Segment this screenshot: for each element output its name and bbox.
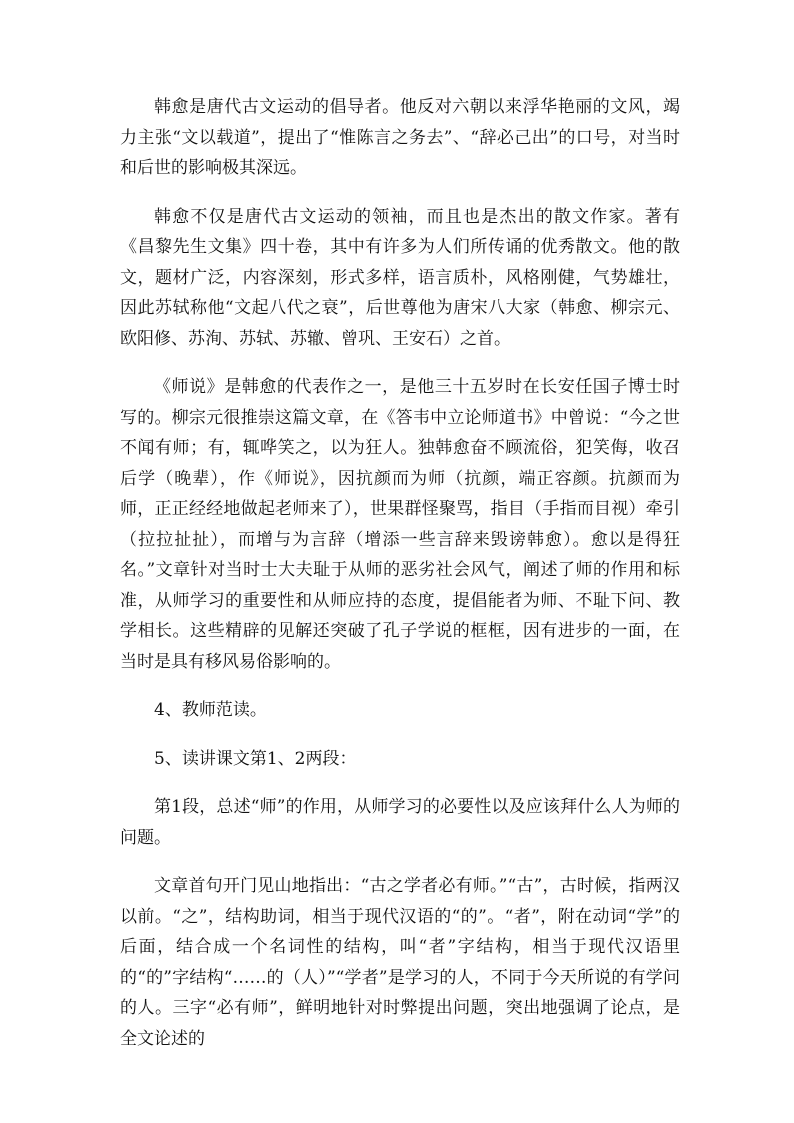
- paragraph-shishuo-background: 《师说》是韩愈的代表作之一，是他三十五岁时在长安任国子博士时写的。柳宗元很推崇这篇文章，在《答韦中立论师道书》中曾说：“今之世不闻有师；有，辄哗笑之，以为狂人。独韩愈奋不顾流俗，犯笑侮，收召后学（晚辈），作《师说》，因抗颜而为师（抗颜，端正容颜。抗颜而为师，正正经经地做起老师来了），世果群怪聚骂，指目（手指而目视）牵引（拉拉扯扯），而增与为言辞（增添一些言辞来毁谤韩愈）。愈以是得狂名。”文章针对当时士大夫耻于从师的恶劣社会风气，阐述了师的作用和标准，从师学习的重要性和从师应持的态度，提倡能者为师、不耻下问、教学相长。这些精辟的见解还突破了孔子学说的框框，因有进步的一面，在当时是具有移风易俗影响的。: [120, 377, 680, 672]
- document-body: [120, 92, 680, 1072]
- paragraph-hanyu-prose-writer: 韩愈不仅是唐代古文运动的领袖，而且也是杰出的散文作家。著有《昌黎先生文集》四十卷，其中有许多为人们所传诵的优秀散文。他的散文，题材广泛，内容深刻，形式多样，语言质朴，风格刚健，气势雄壮，因此苏轼称他“文起八代之衰”，后世尊他为唐宋八大家（韩愈、柳宗元、欧阳修、苏洵、苏轼、苏辙、曾巩、王安石）之首。: [120, 206, 680, 349]
- paragraph-step-5: 5、读讲课文第1、2两段：: [154, 748, 357, 769]
- paragraph-section-1-summary: 第1段，总述“师”的作用，从师学习的必要性以及应该拜什么人为师的问题。: [120, 797, 680, 848]
- paragraph-step-4: 4、教师范读。: [154, 700, 267, 720]
- paragraph-hanyu-advocate: 韩愈是唐代古文运动的倡导者。他反对六朝以来浮华艳丽的文风，竭力主张“文以载道”，提出了“惟陈言之务去”、“辞必己出”的口号，对当时和后世的影响极其深远。: [120, 97, 680, 178]
- paragraph-opening-sentence-analysis: 文章首句开门见山地指出：“古之学者必有师。”“古”，古时候，指两汉以前。“之”，结构助词，相当于现代汉语的“的”。“者”，附在动词“学”的后面，结合成一个名词性的结构，叫“者”字结构，相当于现代汉语里的“的”字结构“……的（人）”“学者”是学习的人，不同于今天所说的有学问的人。三字“必有师”，鲜明地针对时弊提出问题，突出地强调了论点，是全文论述的: [120, 876, 680, 1049]
